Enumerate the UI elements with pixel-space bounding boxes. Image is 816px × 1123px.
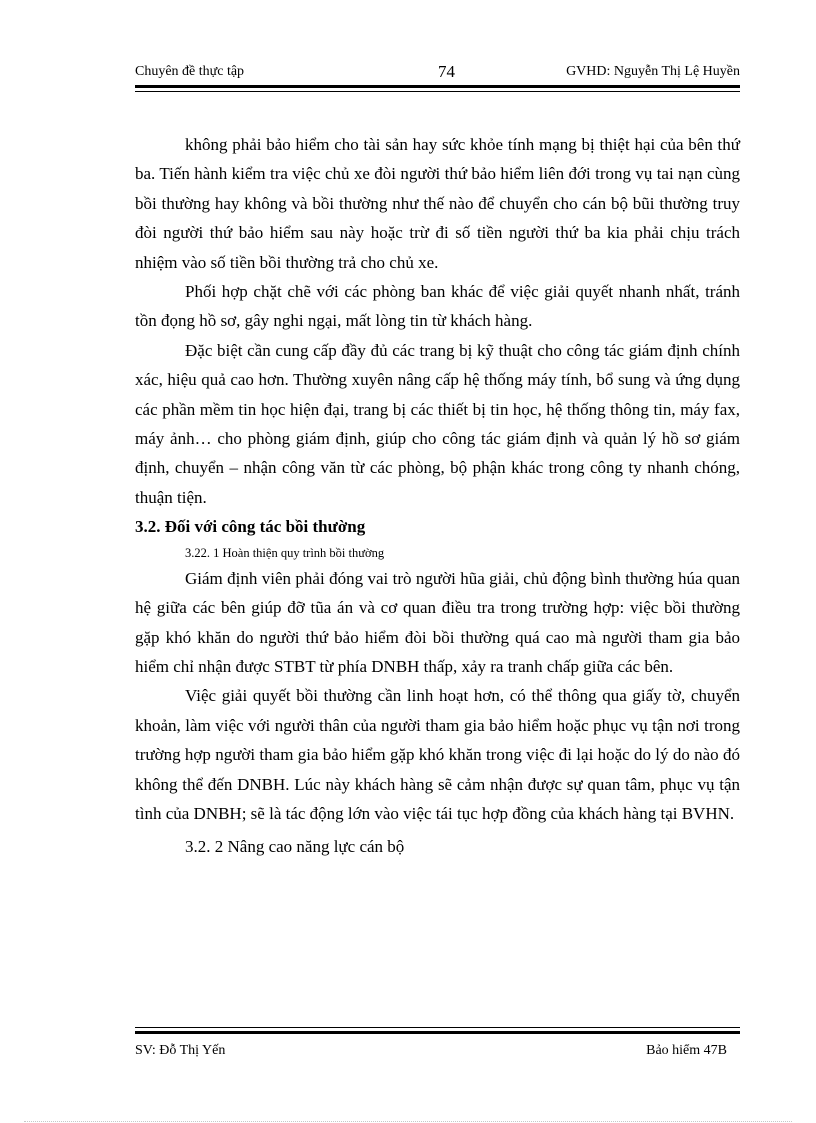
page-number: 74 xyxy=(438,62,455,81)
section-heading: 3.2. Đối với công tác bồi thường xyxy=(135,517,366,537)
paragraph: Đặc biệt cần cung cấp đầy đủ các trang bị kỹ thuật cho công tác giám định chính xác, hiệu quả cao hơn. Thường xuyên nâng cấp hệ thống máy tính, bổ sung và ứng dụng các phần mềm tin học hiện đại, trang bị các thiết bị tin học, hệ thống thông tin, máy fax, máy ảnh… cho phòng giám định, giúp cho công tác giám định và quản lý hồ sơ giám định, chuyển – nhận công văn từ các phòng, bộ phận khác trong công ty nhanh chóng, thuận tiện. xyxy=(135,340,740,507)
header-rule-thin xyxy=(135,91,740,92)
subsection-heading: 3.2. 2 Nâng cao năng lực cán bộ xyxy=(185,837,405,857)
header-advisor: GVHD: Nguyễn Thị Lệ Huyền xyxy=(566,64,740,79)
subsection-heading: 3.22. 1 Hoàn thiện quy trình bồi thường xyxy=(185,545,385,560)
paragraph: Giám định viên phải đóng vai trò người hũa giải, chủ động bình thường húa quan hệ giữa các bên giúp đỡ tũa án và cơ quan điều tra trong trường hợp: việc bồi thường gặp khó khăn do người thứ bảo hiểm đòi bồi thường quá cao mà người tham gia bảo hiểm chỉ nhận được STBT từ phía DNBH thấp, xảy ra tranh chấp giữa các bên. xyxy=(135,568,740,676)
document-body xyxy=(135,130,740,862)
footer-rule-thin xyxy=(135,1027,740,1028)
paragraph: Phối hợp chặt chẽ với các phòng ban khác để việc giải quyết nhanh nhất, tránh tồn đọng hồ sơ, gây nghi ngại, mất lòng tin từ khách hàng. xyxy=(135,282,740,331)
paragraph: Việc giải quyết bồi thường cần linh hoạt hơn, có thể thông qua giấy tờ, chuyển khoản, làm việc với người thân của người tham gia bảo hiểm hoặc phục vụ tận nơi trong trường hợp người tham gia bảo hiểm gặp khó khăn trong việc đi lại hoặc do lý do nào đó không thể đến DNBH. Lúc này khách hàng sẽ cảm nhận được sự quan tâm, phục vụ tận tình của DNBH; sẽ là tác động lớn vào việc tái tục hợp đồng của khách hàng tại BVHN. xyxy=(135,686,740,823)
page-edge-divider xyxy=(24,1121,792,1122)
footer-rule-thick xyxy=(135,1031,740,1034)
header-rule-thick xyxy=(135,85,740,88)
paragraph: không phải bảo hiểm cho tài sản hay sức khỏe tính mạng bị thiệt hại của bên thứ ba. Tiến hành kiểm tra việc chủ xe đòi người thứ bảo hiểm liên đới trong vụ tai nạn cùng bồi thường hay không và bồi thường như thế nào để chuyển cho cán bộ bũi thường truy đòi người thứ bảo hiểm sau này hoặc trừ đi số tiền người thứ ba kia phải chịu trách nhiệm vào số tiền bồi thường trả cho chủ xe. xyxy=(135,135,740,272)
header-document-title: Chuyên đề thực tập xyxy=(135,64,245,79)
footer-class: Bảo hiểm 47B xyxy=(646,1043,727,1058)
footer-student: SV: Đỗ Thị Yến xyxy=(135,1043,226,1058)
page-footer xyxy=(135,1043,727,1063)
page-header xyxy=(135,64,740,84)
